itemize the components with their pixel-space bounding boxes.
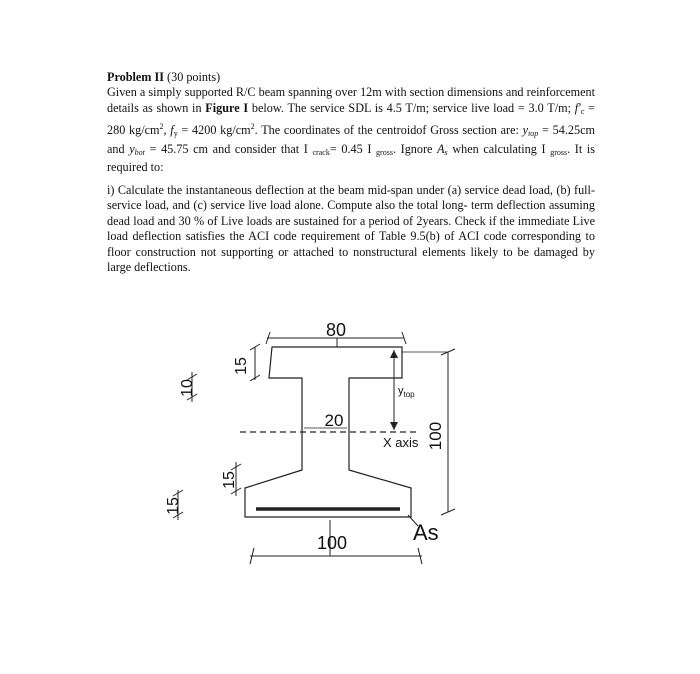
bottom-width-label: 100 — [316, 533, 348, 553]
ytop-symbol: y — [522, 123, 529, 138]
fc-symbol: f′ — [574, 100, 581, 115]
problem-text: . The coordinates of the centroidof Gross section are: — [254, 123, 523, 138]
as-annotation — [408, 515, 439, 545]
top-flange-dimension — [233, 344, 260, 381]
fy-value: = 4200 kg/cm — [177, 123, 251, 138]
task-statement: i) Calculate the instantaneous deflection at the beam mid-span under (a) service dead load, (b) full-service load, and (c) service live load alone. Compute also the total long- term deflection assuming dead load and 30 % of Live loads are sustained for a period of 2years. Check if the immediate Live load deflection satisfies the ACI code requirement of Table 9.5(b) of ACI code corresponding to floor construction not supporting or attached to nonstructural elements likely to be damaged by large deflections. — [107, 183, 595, 275]
icrack-sub: crack — [312, 147, 330, 157]
top-width-dimension — [266, 320, 406, 347]
ybot-value: = 45.75 cm and consider that I — [144, 141, 313, 156]
fc-value: = 280 kg/cm — [107, 100, 596, 138]
top-width-label: 80 — [325, 320, 347, 340]
web-width-label: 20 — [324, 411, 344, 430]
problem-text: , — [163, 123, 171, 138]
x-axis-label: X axis — [383, 435, 419, 450]
problem-text: when calculating I — [447, 141, 551, 156]
problem-text: below. The service SDL is 4.5 T/m; service live load = 3.0 T/m; — [248, 100, 575, 115]
web-width-dimension — [304, 411, 347, 430]
beam-section-outline — [245, 347, 411, 517]
problem-points: (30 points) — [167, 70, 221, 84]
as-sub: s — [444, 147, 448, 157]
fy-exponent: 2 — [250, 122, 255, 132]
bottom-haunch-label: 15 — [221, 471, 238, 489]
as-symbol: A — [437, 141, 445, 156]
fc-sub: c — [580, 106, 585, 116]
ytop-sub: top — [528, 129, 539, 139]
igross-sub: gross — [376, 147, 393, 157]
height-dimension — [402, 349, 455, 515]
igross-sub: gross — [550, 147, 568, 157]
top-flange-label: 15 — [233, 357, 250, 375]
fy-sub: y — [173, 129, 178, 139]
figure-reference: Figure I — [205, 100, 249, 115]
top-haunch-dimension — [179, 372, 197, 402]
bottom-flange-dimension — [165, 490, 183, 520]
height-label: 100 — [426, 421, 445, 451]
fy-symbol: f — [170, 123, 174, 138]
as-label: As — [413, 520, 439, 545]
problem-text: Given a simply supported R/C beam spanning over 12m with section dimensions and reinforcement details as shown in — [107, 85, 595, 115]
bottom-width-dimension — [250, 520, 422, 564]
top-haunch-label: 10 — [179, 379, 196, 397]
icrack-value: = 0.45 I — [329, 141, 377, 156]
problem-text: . Ignore — [392, 141, 438, 156]
ybot-sub: bot — [134, 147, 145, 157]
ytop-value: = 54.25cm and — [107, 123, 595, 156]
problem-text: . It is required to: — [107, 141, 595, 175]
bottom-flange-label: 15 — [165, 497, 182, 515]
problem-title: Problem II — [107, 70, 164, 84]
ytop-label: $y_{top}$ — [398, 385, 415, 399]
ybot-symbol: y — [129, 141, 135, 156]
bottom-haunch-dimension — [221, 462, 241, 496]
fc-exponent: 2 — [159, 122, 164, 132]
